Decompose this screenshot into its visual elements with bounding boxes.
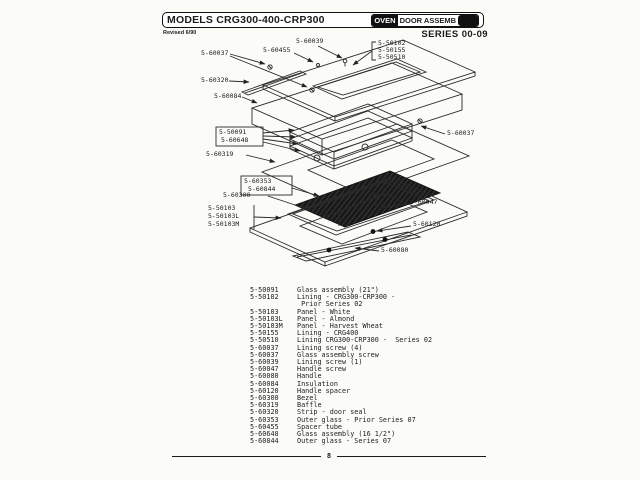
parts-list — [250, 287, 432, 445]
part-description: Spacer tube — [297, 422, 343, 431]
part-number: 5-60080 — [250, 372, 279, 381]
part-number: 5-60648 — [250, 430, 279, 439]
series-label: SERIES 00-09 — [421, 29, 488, 40]
part-number: 5-50102 — [250, 293, 279, 302]
part-label-bezel: 5-60300 — [223, 191, 251, 199]
part-label-lining-1: 5-50102 — [378, 39, 406, 47]
part-number: 5-50103M — [250, 322, 283, 331]
part-description: Handle — [297, 372, 322, 381]
parts-row — [250, 438, 432, 445]
part-label-lining-screws-left: 5-60037 — [201, 49, 229, 57]
part-number: 5-60844 — [250, 437, 279, 446]
part-description: Lining screw (4) — [297, 343, 363, 352]
part-number: 5-50155 — [250, 329, 279, 338]
models-title: MODELS CRG300-400-CRP300 — [167, 14, 325, 26]
part-number: 5-50091 — [250, 286, 279, 294]
part-description: Handle screw — [297, 365, 347, 374]
part-number: 5-60353 — [250, 415, 279, 424]
part-description: Handle spacer — [297, 386, 351, 395]
part-description: Lining - CRG400 — [297, 329, 359, 338]
part-description: Lining - CRG300-CRP300 - — [297, 293, 396, 302]
part-label-glass-assy-21: 5-50091 — [219, 128, 247, 136]
part-description: Bezel — [297, 394, 318, 403]
part-number: 5-60039 — [250, 358, 279, 367]
part-description: Glass assembly (16 1/2") — [297, 430, 396, 439]
part-description: Outer glass - Series 07 — [297, 437, 392, 446]
part-label-lining-screw-top: 5-60039 — [296, 37, 324, 45]
part-label-spacer-tube: 5-60455 — [263, 46, 291, 54]
part-label-baffle: 5-60319 — [206, 150, 234, 158]
part-number: 5-60455 — [250, 422, 279, 431]
part-description: Glass assembly screw — [297, 350, 379, 359]
part-description: Lining CRG300-CRP300 - Series 02 — [297, 336, 433, 345]
section-title-highlight: OVEN — [374, 15, 396, 25]
part-description: Strip - door seal — [297, 408, 367, 417]
part-label-glass-assy-16: 5-60648 — [221, 136, 249, 144]
part-label-lining-3: 5-50510 — [378, 53, 406, 61]
part-label-panel-almond: 5-50103L — [208, 212, 240, 220]
part-number: 5-60320 — [250, 408, 279, 417]
part-description: Panel - Almond — [297, 314, 355, 323]
part-label-outer-glass-prior: 5-60353 — [244, 177, 272, 185]
revised-date: Revised 6/90 — [163, 30, 197, 36]
part-description: Baffle — [297, 401, 322, 410]
part-label-panel-wheat: 5-50103M — [208, 220, 240, 228]
part-description: Panel - Harvest Wheat — [297, 322, 383, 331]
part-number: 5-60120 — [250, 386, 279, 395]
part-label-insulation: 5-60084 — [214, 92, 242, 100]
page-number: 8 — [321, 452, 337, 460]
part-description: Insulation — [297, 379, 338, 388]
part-label-glass-screw-right: 5-60037 — [447, 129, 475, 137]
part-number: 5-60037 — [250, 343, 279, 352]
part-number: 5-50103L — [250, 314, 283, 323]
part-description: Glass assembly (21") — [297, 286, 379, 294]
part-number: 5-60084 — [250, 379, 279, 388]
part-label-outer-glass-s07: 5-60844 — [248, 185, 276, 193]
part-label-lining-2: 5-50155 — [378, 46, 406, 54]
part-description: Prior Series 02 — [297, 300, 363, 309]
section-title-rest: DOOR ASSEMB — [399, 15, 456, 25]
part-number: 5-50103 — [250, 307, 279, 316]
part-number: 5-60047 — [250, 365, 279, 374]
part-number: 5-60319 — [250, 401, 279, 410]
part-number: 5-50510 — [250, 336, 279, 345]
part-label-handle-screw: 5-60047 — [410, 198, 438, 206]
part-description: Lining screw (1) — [297, 358, 363, 367]
part-description: Outer glass - Prior Series 07 — [297, 415, 416, 424]
part-label-handle-spacer: 5-60120 — [413, 220, 441, 228]
part-label-door-seal: 5-60320 — [201, 76, 229, 84]
part-number: 5-60300 — [250, 394, 279, 403]
part-label-handle: 5-60080 — [381, 246, 409, 254]
part-label-panel-white: 5-50103 — [208, 204, 236, 212]
part-number: 5-60037 — [250, 350, 279, 359]
part-description: Panel - White — [297, 307, 351, 316]
